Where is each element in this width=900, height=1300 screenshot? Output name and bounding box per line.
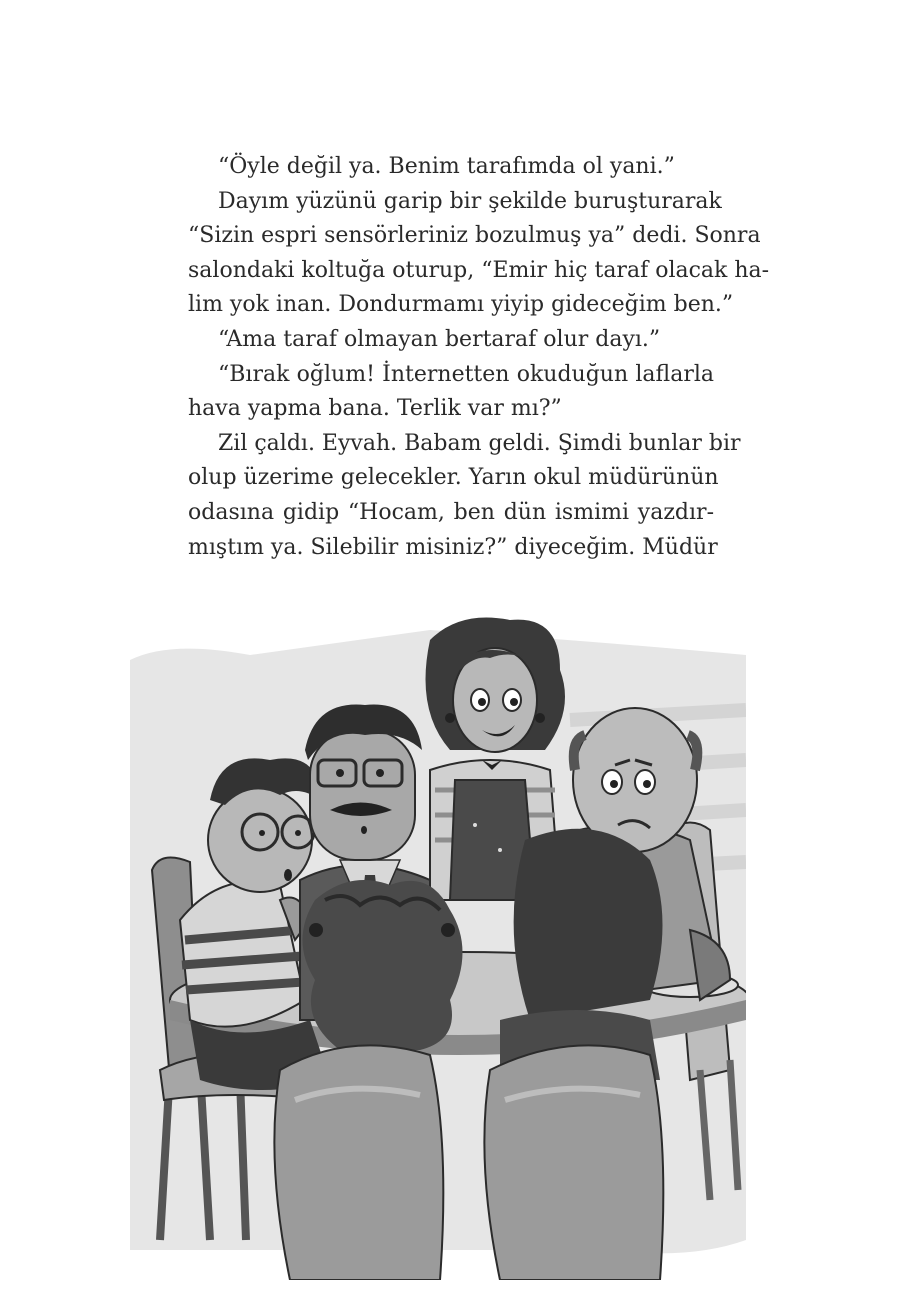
child-dark-hair (500, 829, 663, 1080)
foreground-chair-right (484, 1045, 663, 1280)
paragraph-4-line-2: hava yapma bana. Terlik var mı?” (188, 396, 562, 422)
family-table-illustration (130, 600, 746, 1280)
paragraph-5-line-4: mıştım ya. Silebilir misiniz?” diyeceğim. Müdür (188, 534, 718, 560)
story-text (188, 150, 770, 565)
paragraph-2-line-3: salondaki koltuğa oturup, “Emir hiç taraf olacak ha- (188, 257, 770, 283)
foreground-chair-left (274, 1045, 443, 1280)
paragraph-4-line-1: “Bırak oğlum! İnternetten okuduğun laflarla (218, 361, 714, 387)
paragraph-2-line-1: Dayım yüzünü garip bir şekilde buruşturarak (218, 188, 722, 214)
child-curly-hair (303, 880, 463, 1050)
paragraph-5-line-2: olup üzerime gelecekler. Yarın okul müdürünün (188, 465, 719, 491)
paragraph-3-line-1: “Ama taraf olmayan bertaraf olur dayı.” (218, 326, 661, 352)
paragraph-5-line-1: Zil çaldı. Eyvah. Babam geldi. Şimdi bunlar bir (218, 430, 741, 456)
illustration-svg (130, 600, 746, 1280)
paragraph-5-line-3: odasına gidip “Hocam, ben dün ismimi yazdır- (188, 499, 714, 525)
paragraph-2-line-2: “Sizin espri sensörleriniz bozulmuş ya” dedi. Sonra (188, 223, 761, 249)
paragraph-1-line-1: “Öyle değil ya. Benim tarafımda ol yani.” (218, 154, 675, 179)
paragraph-2-line-4: lim yok inan. Dondurmamı yiyip gideceğim ben.” (188, 292, 734, 318)
